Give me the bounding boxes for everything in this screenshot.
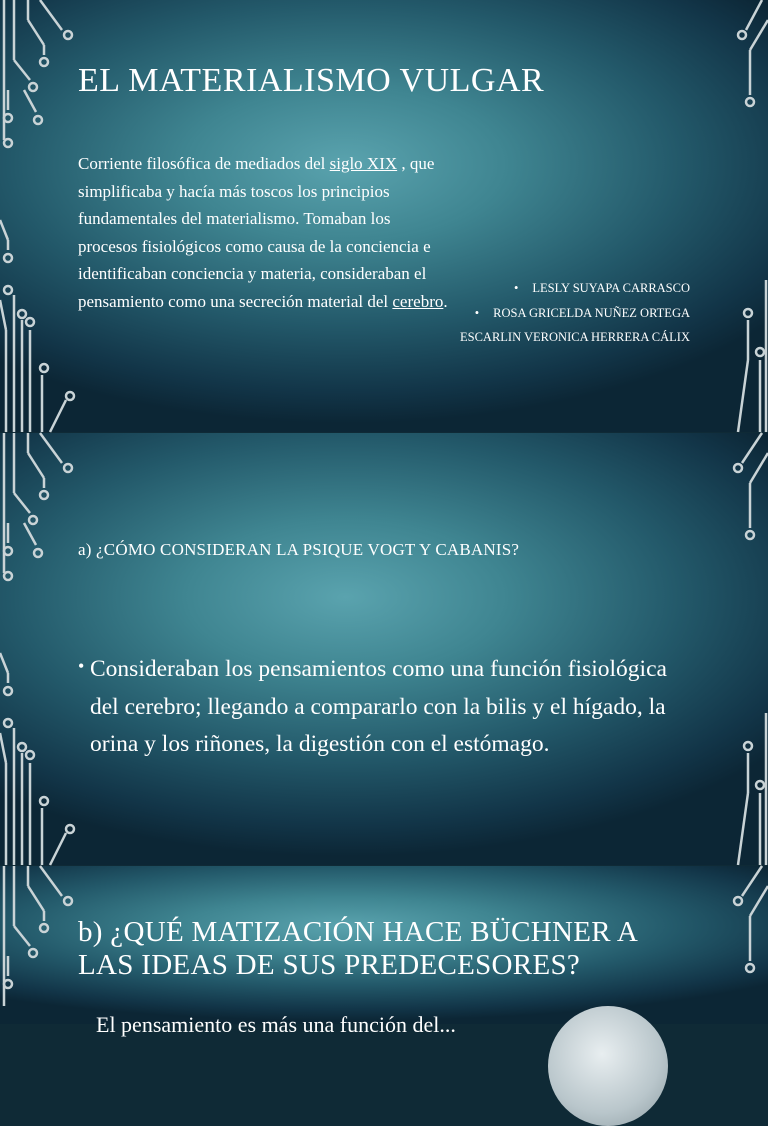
slide-2[interactable] bbox=[0, 433, 768, 865]
circuit-left-icon bbox=[0, 0, 80, 432]
bullet: • bbox=[474, 305, 480, 320]
author-item bbox=[460, 276, 690, 301]
answer-list bbox=[78, 651, 698, 764]
slide-1[interactable] bbox=[0, 0, 768, 432]
circuit-left-icon bbox=[0, 433, 80, 865]
slide-title: EL MATERIALISMO VULGAR bbox=[78, 62, 545, 99]
author-name: ROSA GRICELDA NUÑEZ ORTEGA bbox=[493, 305, 690, 320]
question-b-title: b) ¿QUÉ MATIZACIÓN HACE BÜCHNER A LAS IDEAS DE SUS PREDECESORES? bbox=[78, 916, 637, 981]
slide-description bbox=[78, 150, 448, 315]
circuit-right-icon bbox=[688, 0, 768, 432]
author-name: ESCARLIN VERONICA HERRERA CÁLIX bbox=[460, 330, 690, 344]
authors-list bbox=[460, 276, 690, 350]
desc-text-3: . bbox=[443, 291, 448, 311]
link-siglo-xix[interactable]: siglo XIX bbox=[329, 154, 398, 173]
author-item bbox=[460, 325, 690, 350]
circuit-left-icon bbox=[0, 866, 80, 1024]
desc-text-2: , que simplificaba y hacía más toscos los principios fundamentales del materialismo. Tomaban los procesos fisiológicos como causa de la conciencia e identificaban conciencia y materia, consideraban el pensamiento como una secreción material del bbox=[78, 154, 435, 311]
partial-text: El pensamiento es más una función del... bbox=[96, 1012, 456, 1037]
desc-text-1: Corriente filosófica de mediados del bbox=[78, 154, 330, 173]
answer-item: • Consideraban los pensamientos como una función fisiológica del cerebro; llegando a compararlo con la bilis y el hígado, la orina y los riñones, la digestión con el estómago. bbox=[78, 651, 698, 764]
decorative-circle-image bbox=[548, 1006, 668, 1126]
link-cerebro[interactable]: cerebro bbox=[392, 291, 444, 311]
slide-3[interactable] bbox=[0, 866, 768, 1037]
bullet: • bbox=[514, 281, 519, 295]
circuit-right-icon bbox=[688, 433, 768, 865]
circuit-right-icon bbox=[688, 866, 768, 1024]
question-a: a) ¿CÓMO CONSIDERAN LA PSIQUE VOGT Y CABANIS? bbox=[78, 540, 520, 559]
author-item bbox=[460, 301, 690, 326]
author-name: LESLY SUYAPA CARRASCO bbox=[532, 281, 690, 295]
